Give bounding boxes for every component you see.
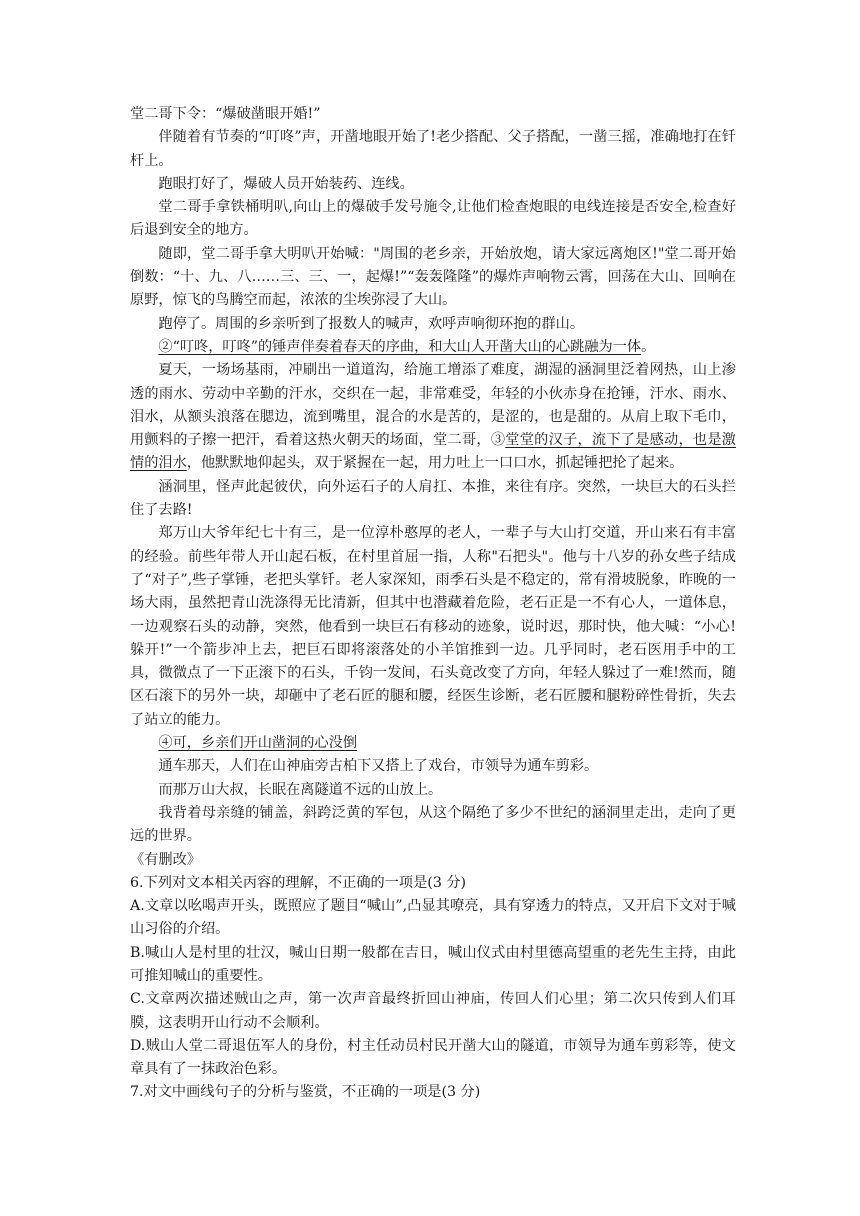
passage-paragraph [130, 779, 736, 802]
paragraph-text: ，他默默地仰起头，双于紧握在一起，用力吐上一口口水，抓起锤把抡了起来。 [186, 455, 684, 472]
question-section [130, 872, 736, 1105]
paragraph-text: 我背着母亲缝的铺盖，斜跨泛黄的军包，从这个隔绝了多少不世纪的涵洞里走出，走向了更远的世界。 [130, 804, 736, 845]
passage-paragraph [130, 522, 736, 732]
passage-paragraph [130, 196, 736, 243]
paragraph-text: 涵洞里，怪声此起彼伏，向外运石子的人肩扛、本推，来往有序。突然，一块巨大的石头拦住了去路! [130, 478, 736, 519]
answer-option: A.文章以吆喝声开头，既照应了题目“喊山”,凸显其嘹亮，具有穿透力的特点，又开启下文对于喊山习俗的介绍。 [130, 898, 736, 938]
passage-paragraph [130, 126, 736, 173]
answer-option: C.文章两次描述贼山之声，第一次声音最终折回山神庙，传回人们心里；第二次只传到人们耳膜，这表明开山行动不会顺利。 [130, 991, 736, 1031]
question-stem: 7.对文中画线句子的分析与鉴赏，不正确的一项是(3 分) [130, 1084, 481, 1101]
paragraph-text: 跑眼打好了，爆破人员开始装药、连线。 [158, 175, 414, 192]
passage-paragraph [130, 313, 736, 336]
paragraph-text: 堂二哥手拿铁桶明叭,向山上的爆破手发号施令,让他们检查炮眼的电线连接是否安全,检查好后退到安全的地方。 [130, 199, 736, 239]
underlined-sentence: 堂堂的汉子，流下了是感动，也是激情的泪水 [130, 432, 736, 472]
passage-paragraph [130, 103, 736, 126]
passage-paragraph [130, 359, 736, 475]
paragraph-text: 而那万山大叔，长眠在离隧道不远的山放上。 [158, 781, 443, 798]
paragraph-text: 随即，堂二哥手拿大明叭开始喊："周围的老乡亲，开始放炮，请大家远离炮区!"堂二哥开始倒数：“十、九、八……三、三、一，起爆!”“轰轰隆隆”的爆炸声响物云霄，回荡在大山、回响在原野，惊飞的鸟腾空而起，浓浓的尘埃弥浸了大山。 [130, 245, 736, 309]
question-stem: 6.下列对文本相关丙容的理解，不正确的一项是(3 分) [130, 874, 467, 891]
passage-paragraph [130, 755, 736, 778]
paragraph-text: 《有删改》 [130, 851, 201, 868]
passage-paragraph [130, 173, 736, 196]
passage-body [130, 103, 736, 872]
passage-paragraph [130, 802, 736, 849]
passage-paragraph [130, 336, 736, 359]
answer-option: B.喊山人是村里的壮汉，喊山日期一般都在吉日，喊山仪式由村里德高望重的老先生主持，由此可推知喊山的重要性。 [130, 944, 736, 984]
passage-paragraph [130, 243, 736, 313]
paragraph-text: 伴随着有节奏的“叮咚”声，开凿地眼开始了!老少搭配、父子搭配，一凿三摇，准确地打在钎杆上。 [130, 129, 736, 169]
paragraph-text: 夏天，一场场基雨，冲刷出一道道沟，给施工增添了难度，湖湿的涵洞里泛着网热，山上渗透的雨水、劳动中辛勤的汗水，交织在一起，非常难受，年轻的小伙赤身在抢锤，汗水、雨水、泪水，从额头浪落在腮边，流到嘴里，混合的水是苦的，是涩的，也是甜的。从肩上取下毛巾，用颤料的子擦一把汗，看着这热火朝天的场面，堂二哥，③ [130, 362, 736, 449]
passage-paragraph [130, 476, 736, 523]
paragraph-text: 堂二哥下令：“爆破凿眼开婚!” [130, 106, 321, 122]
underlined-sentence: ②“叮咚，叮咚”的锤声伴奏着春天的序曲，和大山人开凿大山的心跳融为一体 [158, 338, 642, 355]
paragraph-text: 通车那天，人们在山神庙旁古柏下又搭上了戏台，市领导为通车剪彩。 [158, 758, 599, 775]
paragraph-text: 跑停了。周围的乡亲听到了报数人的喊声，欢呼声响彻环抱的群山。 [158, 315, 585, 332]
document-page [130, 103, 736, 1105]
underlined-sentence: ④可，乡亲们开山凿洞的心没倒 [158, 735, 358, 752]
paragraph-text: 。 [641, 338, 656, 355]
passage-paragraph [130, 732, 736, 755]
answer-option: D.贼山人堂二哥退伍军人的身份，村主任动员村民开凿大山的隧道，市领导为通车剪彩等，使文章具有了一抹政治色彩。 [130, 1037, 736, 1078]
passage-paragraph [130, 849, 736, 872]
paragraph-text: 郑万山大爷年纪七十有三，是一位淳朴憨厚的老人，一辈子与大山打交道，开山来石有丰富的经验。前些年带人开山起石板，在村里首屈一指，人称"石把头"。他与十八岁的孙女些子结成了“对子”,些子掌锤，老把头掌钎。老人家深知，雨季石头是不稳定的，常有滑坡脱象，昨晚的一场大雨，虽然把青山洗涤得无比清新，但其中也潜藏着危险，老石正是一不有心人，一道体息，一边观察石头的动静，突然，他看到一块巨石有移动的迹象，说时迟，那时快，他大喊：“小心!躲开!”一个箭步冲上去，把巨石即将滚落处的小羊馆推到一边。几乎同时，老石医用手中的工具，微微点了一下正滚下的石头，千钧一发间，石头竟改变了方向，年轻人躲过了一难!然而，随区石滚下的另外一块，却砸中了老石匠的腿和腰，经医生诊断，老石匠腰和腿粉碎性骨折，失去了站立的能力。 [130, 525, 736, 728]
